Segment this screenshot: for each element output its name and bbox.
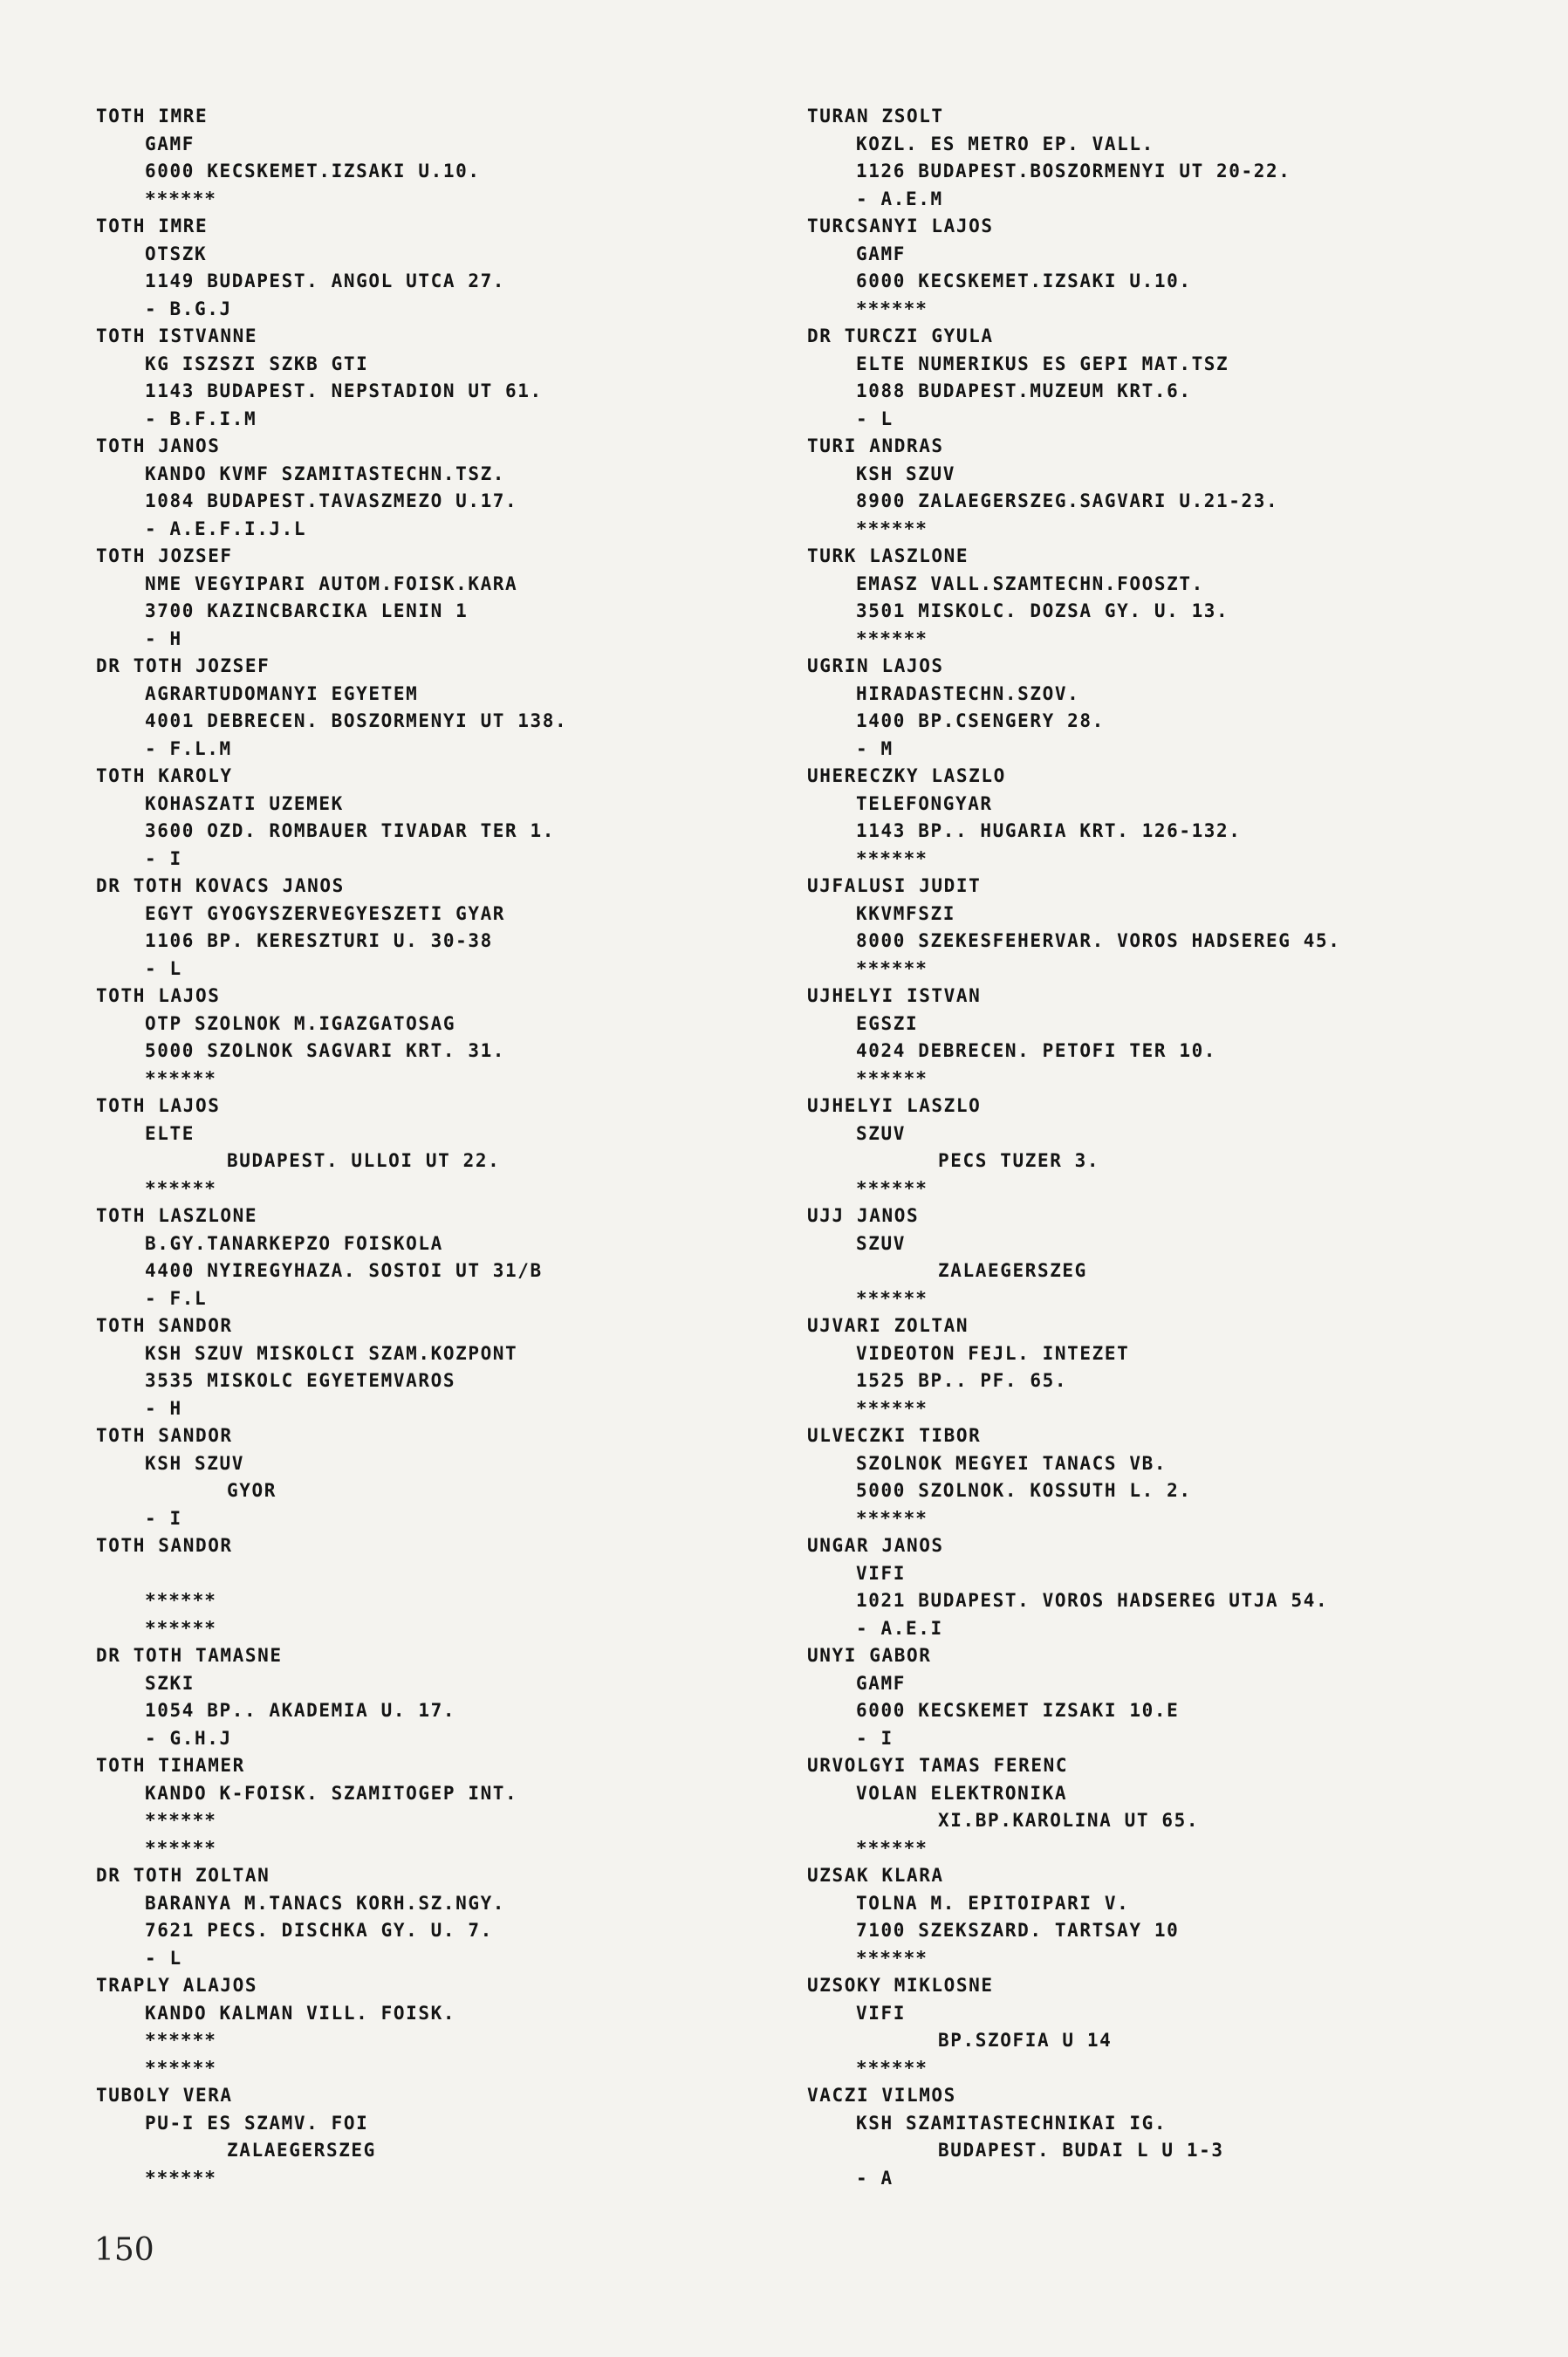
entry-detail: ZALAEGERSZEG <box>227 2140 376 2161</box>
entry-separator: ****** <box>856 1177 928 1199</box>
entry-detail: - A.E.I <box>856 1617 943 1639</box>
directory-entry <box>96 213 811 323</box>
entry-name: UZSOKY MIKLOSNE <box>807 1975 994 1996</box>
entry-detail: NME VEGYIPARI AUTOM.FOISK.KARA <box>145 572 518 594</box>
entry-separator: ****** <box>856 2057 928 2079</box>
entry-detail: TELEFONGYAR <box>856 792 993 814</box>
directory-entry <box>96 873 811 983</box>
entry-separator: ****** <box>856 957 928 979</box>
entry-detail: KSH SZUV MISKOLCI SZAM.KOZPONT <box>145 1342 518 1364</box>
directory-entry <box>807 1862 1523 1972</box>
entry-detail: KOHASZATI UZEMEK <box>145 792 344 814</box>
directory-entry <box>96 433 811 543</box>
entry-name: UZSAK KLARA <box>807 1865 944 1886</box>
entry-detail: KANDO K-FOISK. SZAMITOGEP INT. <box>145 1782 518 1804</box>
entry-separator: ****** <box>856 1507 928 1529</box>
entry-detail: - F.L.M <box>145 737 232 759</box>
entry-detail: 3600 OZD. ROMBAUER TIVADAR TER 1. <box>145 820 556 841</box>
entry-detail: 1400 BP.CSENGERY 28. <box>856 710 1105 731</box>
entry-name: TOTH LAJOS <box>96 1095 221 1116</box>
directory-entry <box>807 103 1523 213</box>
entry-detail: B.GY.TANARKEPZO FOISKOLA <box>145 1232 443 1254</box>
entry-detail: 4001 DEBRECEN. BOSZORMENYI UT 138. <box>145 710 568 731</box>
entry-separator: ****** <box>856 1287 928 1309</box>
directory-entry <box>807 1202 1523 1312</box>
entry-detail: - I <box>856 1727 894 1749</box>
entry-detail: 3501 MISKOLC. DOZSA GY. U. 13. <box>856 600 1229 621</box>
entry-detail: - A <box>856 2167 894 2189</box>
entry-detail: 1054 BP.. AKADEMIA U. 17. <box>145 1700 456 1721</box>
entry-name: UJVARI ZOLTAN <box>807 1315 969 1336</box>
entry-detail: KG ISZSZI SZKB GTI <box>145 353 369 374</box>
entry-name: TOTH SANDOR <box>96 1425 233 1446</box>
entry-detail: 8000 SZEKESFEHERVAR. VOROS HADSEREG 45. <box>856 930 1341 951</box>
entry-separator: ****** <box>145 1810 216 1831</box>
entry-detail: - L <box>145 1947 182 1969</box>
directory-entry <box>96 653 811 763</box>
entry-detail: 1143 BP.. HUGARIA KRT. 126-132. <box>856 820 1242 841</box>
directory-entry <box>96 1093 811 1202</box>
entry-detail: - L <box>856 408 894 429</box>
entry-detail: - I <box>145 847 182 869</box>
entry-detail: HIRADASTECHN.SZOV. <box>856 682 1080 704</box>
entry-name: UHERECZKY LASZLO <box>807 765 1006 786</box>
directory-entry <box>807 213 1523 323</box>
entry-detail: - I <box>145 1507 182 1529</box>
entry-name: UGRIN LAJOS <box>807 655 944 676</box>
entry-name: TOTH JANOS <box>96 435 221 456</box>
entry-detail: PU-I ES SZAMV. FOI <box>145 2112 369 2134</box>
entry-detail: GAMF <box>856 1672 906 1694</box>
entry-name: TOTH LASZLONE <box>96 1205 258 1226</box>
directory-entry <box>96 1972 811 2082</box>
entry-name: TUBOLY VERA <box>96 2085 233 2106</box>
directory-column-left <box>96 103 811 2192</box>
entry-detail: KOZL. ES METRO EP. VALL. <box>856 133 1154 154</box>
entry-name: TOTH LAJOS <box>96 985 221 1006</box>
entry-detail: KKVMFSZI <box>856 902 955 924</box>
directory-entry <box>96 1312 811 1422</box>
entry-separator: ****** <box>145 1177 216 1199</box>
entry-detail: VIDEOTON FEJL. INTEZET <box>856 1342 1130 1364</box>
entry-separator: ****** <box>856 1067 928 1089</box>
directory-entry <box>807 1532 1523 1642</box>
entry-detail: KSH SZUV <box>145 1452 244 1474</box>
entry-detail: 7621 PECS. DISCHKA GY. U. 7. <box>145 1920 493 1941</box>
entry-detail: ELTE <box>145 1122 195 1144</box>
directory-entry <box>807 1312 1523 1422</box>
entry-detail: PECS TUZER 3. <box>938 1150 1100 1171</box>
directory-entry <box>96 1642 811 1752</box>
directory-entry <box>807 2082 1523 2192</box>
entry-name: TURI ANDRAS <box>807 435 944 456</box>
entry-detail: AGRARTUDOMANYI EGYETEM <box>145 682 419 704</box>
entry-separator: ****** <box>145 1590 216 1611</box>
entry-name: TRAPLY ALAJOS <box>96 1975 258 1996</box>
entry-name: UJFALUSI JUDIT <box>807 875 982 896</box>
directory-entry <box>96 1862 811 1972</box>
entry-detail: GYOR <box>227 1480 277 1501</box>
entry-separator: ****** <box>145 188 216 209</box>
entry-detail: 1088 BUDAPEST.MUZEUM KRT.6. <box>856 380 1192 401</box>
entry-detail: 5000 SZOLNOK SAGVARI KRT. 31. <box>145 1040 506 1061</box>
entry-separator: ****** <box>145 2167 216 2189</box>
entry-detail: OTSZK <box>145 243 208 264</box>
entry-detail: - F.L <box>145 1287 208 1309</box>
directory-entry <box>807 983 1523 1093</box>
entry-detail: EGSZI <box>856 1012 919 1034</box>
entry-detail: BUDAPEST. ULLOI UT 22. <box>227 1150 501 1171</box>
entry-name: TOTH ISTVANNE <box>96 325 258 346</box>
directory-entry <box>807 653 1523 763</box>
entry-detail: 6000 KECSKEMET.IZSAKI U.10. <box>856 271 1192 291</box>
entry-separator: ****** <box>145 2057 216 2079</box>
entry-detail: KANDO KVMF SZAMITASTECHN.TSZ. <box>145 462 506 484</box>
entry-name: UJJ JANOS <box>807 1205 920 1226</box>
entry-detail: 7100 SZEKSZARD. TARTSAY 10 <box>856 1920 1180 1941</box>
entry-name: TOTH JOZSEF <box>96 545 233 566</box>
entry-detail: - B.G.J <box>145 298 232 319</box>
entry-detail: VIFI <box>856 1562 906 1584</box>
entry-separator: ****** <box>856 1837 928 1859</box>
entry-detail: BUDAPEST. BUDAI L U 1-3 <box>938 2140 1224 2161</box>
entry-name: TOTH IMRE <box>96 106 209 127</box>
entry-detail: KSH SZAMITASTECHNIKAI IG. <box>856 2112 1167 2134</box>
entry-name: TURCSANYI LAJOS <box>807 216 994 236</box>
entry-detail: 6000 KECSKEMET IZSAKI 10.E <box>856 1700 1180 1721</box>
directory-entry <box>807 1752 1523 1862</box>
entry-name: UJHELYI LASZLO <box>807 1095 982 1116</box>
entry-detail: XI.BP.KAROLINA UT 65. <box>938 1810 1200 1831</box>
entry-name: TOTH SANDOR <box>96 1535 233 1556</box>
directory-entry <box>807 873 1523 983</box>
entry-detail: EGYT GYOGYSZERVEGYESZETI GYAR <box>145 902 506 924</box>
entry-detail: OTP SZOLNOK M.IGAZGATOSAG <box>145 1012 456 1034</box>
entry-separator: ****** <box>145 2030 216 2051</box>
entry-separator: ****** <box>856 627 928 649</box>
entry-detail: 6000 KECSKEMET.IZSAKI U.10. <box>145 161 481 182</box>
entry-separator: ****** <box>856 1397 928 1419</box>
entry-name: VACZI VILMOS <box>807 2085 956 2106</box>
directory-entry <box>96 763 811 873</box>
directory-entry <box>96 543 811 653</box>
entry-detail: KSH SZUV <box>856 462 955 484</box>
entry-detail: 1525 BP.. PF. 65. <box>856 1370 1068 1391</box>
entry-detail: ELTE NUMERIKUS ES GEPI MAT.TSZ <box>856 353 1229 374</box>
entry-detail: 8900 ZALAEGERSZEG.SAGVARI U.21-23. <box>856 490 1279 511</box>
entry-detail: 4024 DEBRECEN. PETOFI TER 10. <box>856 1040 1217 1061</box>
entry-detail: VIFI <box>856 2002 906 2024</box>
entry-detail: - H <box>145 627 182 649</box>
entry-name: TOTH KAROLY <box>96 765 233 786</box>
entry-detail: 5000 SZOLNOK. KOSSUTH L. 2. <box>856 1480 1192 1501</box>
entry-detail: VOLAN ELEKTRONIKA <box>856 1782 1068 1804</box>
entry-separator: ****** <box>856 1947 928 1969</box>
entry-separator: ****** <box>856 298 928 319</box>
entry-detail: - M <box>856 737 894 759</box>
entry-detail: SZUV <box>856 1122 906 1144</box>
entry-detail: EMASZ VALL.SZAMTECHN.FOOSZT. <box>856 572 1204 594</box>
entry-detail: 1126 BUDAPEST.BOSZORMENYI UT 20-22. <box>856 161 1291 182</box>
entry-detail: - B.F.I.M <box>145 408 257 429</box>
directory-entry <box>807 1972 1523 2082</box>
entry-detail: - L <box>145 957 182 979</box>
directory-entry <box>807 1422 1523 1532</box>
entry-detail: SZOLNOK MEGYEI TANACS VB. <box>856 1452 1167 1474</box>
entry-detail: SZUV <box>856 1232 906 1254</box>
entry-detail: ZALAEGERSZEG <box>938 1260 1087 1281</box>
entry-name: TOTH TIHAMER <box>96 1755 245 1776</box>
entry-name: DR TOTH KOVACS JANOS <box>96 875 345 896</box>
directory-entry <box>807 1093 1523 1202</box>
directory-entry <box>807 543 1523 653</box>
entry-detail: - A.E.F.I.J.L <box>145 517 307 539</box>
directory-entry <box>96 1752 811 1862</box>
entry-name: TOTH SANDOR <box>96 1315 233 1336</box>
directory-entry <box>807 763 1523 873</box>
entry-name: URVOLGYI TAMAS FERENC <box>807 1755 1069 1776</box>
entry-detail: TOLNA M. EPITOIPARI V. <box>856 1892 1130 1914</box>
entry-detail: 1149 BUDAPEST. ANGOL UTCA 27. <box>145 271 506 291</box>
entry-detail: - A.E.M <box>856 188 943 209</box>
entry-detail: SZKI <box>145 1672 195 1694</box>
entry-detail: 1106 BP. KERESZTURI U. 30-38 <box>145 930 493 951</box>
entry-separator: ****** <box>145 1837 216 1859</box>
directory-entry <box>96 323 811 433</box>
entry-separator: ****** <box>145 1617 216 1639</box>
entry-detail: BP.SZOFIA U 14 <box>938 2030 1113 2051</box>
entry-name: DR TOTH JOZSEF <box>96 655 270 676</box>
entry-detail: 4400 NYIREGYHAZA. SOSTOI UT 31/B <box>145 1260 543 1281</box>
entry-name: DR TOTH ZOLTAN <box>96 1865 270 1886</box>
directory-column-right <box>807 103 1523 2192</box>
entry-detail: GAMF <box>145 133 195 154</box>
entry-name: ULVECZKI TIBOR <box>807 1425 982 1446</box>
directory-entry <box>96 983 811 1093</box>
entry-separator: ****** <box>856 517 928 539</box>
entry-detail <box>96 1560 811 1588</box>
entry-detail: BARANYA M.TANACS KORH.SZ.NGY. <box>145 1892 506 1914</box>
entry-detail: 1021 BUDAPEST. VOROS HADSEREG UTJA 54. <box>856 1590 1329 1611</box>
directory-entry <box>807 323 1523 433</box>
entry-name: TURK LASZLONE <box>807 545 969 566</box>
entry-name: UNYI GABOR <box>807 1645 932 1666</box>
directory-entry <box>807 1642 1523 1752</box>
directory-entry <box>96 1202 811 1312</box>
entry-name: UJHELYI ISTVAN <box>807 985 982 1006</box>
directory-entry <box>96 1532 811 1642</box>
page-number: 150 <box>94 2232 154 2268</box>
entry-detail: - H <box>145 1397 182 1419</box>
entry-name: UNGAR JANOS <box>807 1535 944 1556</box>
entry-separator: ****** <box>856 847 928 869</box>
directory-entry <box>96 103 811 213</box>
entry-name: DR TURCZI GYULA <box>807 325 994 346</box>
entry-detail: 1143 BUDAPEST. NEPSTADION UT 61. <box>145 380 543 401</box>
directory-entry <box>807 433 1523 543</box>
entry-name: TOTH IMRE <box>96 216 209 236</box>
entry-detail: KANDO KALMAN VILL. FOISK. <box>145 2002 456 2024</box>
directory-entry <box>96 2082 811 2192</box>
entry-detail: GAMF <box>856 243 906 264</box>
entry-detail: 3535 MISKOLC EGYETEMVAROS <box>145 1370 456 1391</box>
entry-detail: 1084 BUDAPEST.TAVASZMEZO U.17. <box>145 490 518 511</box>
entry-detail: - G.H.J <box>145 1727 232 1749</box>
directory-entry <box>96 1422 811 1532</box>
entry-detail: 3700 KAZINCBARCIKA LENIN 1 <box>145 600 469 621</box>
entry-name: DR TOTH TAMASNE <box>96 1645 283 1666</box>
entry-name: TURAN ZSOLT <box>807 106 944 127</box>
entry-separator: ****** <box>145 1067 216 1089</box>
